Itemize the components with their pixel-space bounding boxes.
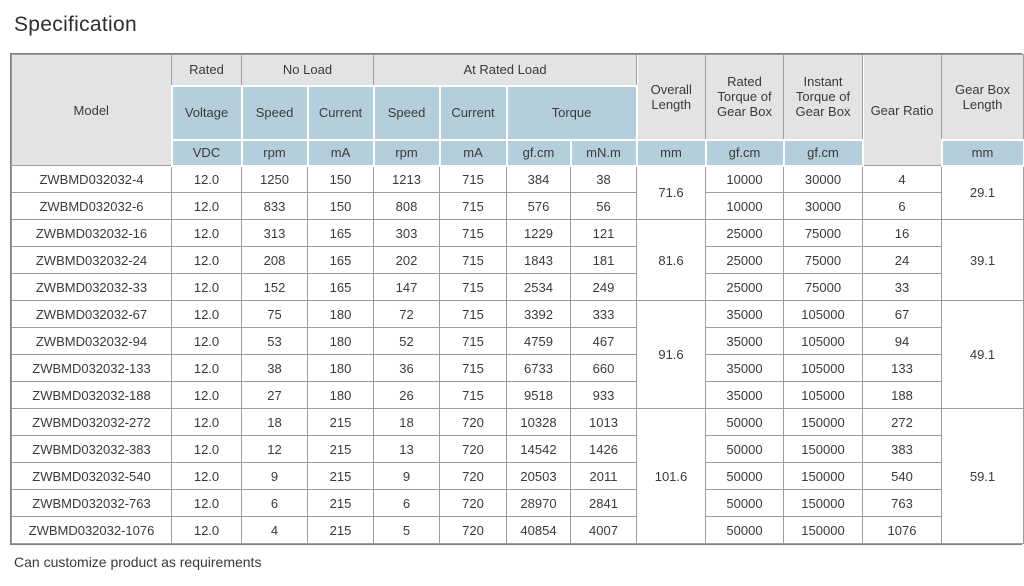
table-row (12, 355, 1024, 382)
header-rated-speed: Speed (374, 86, 440, 140)
cell-gear-ratio: 24 (863, 247, 942, 274)
cell-rated-torque: 25000 (706, 220, 784, 247)
cell-noload-speed: 18 (242, 409, 308, 436)
cell-rated-current: 715 (440, 301, 507, 328)
cell-noload-speed: 152 (242, 274, 308, 301)
cell-voltage: 12.0 (172, 166, 242, 193)
unit-mnm-torque: mN.m (571, 140, 637, 166)
header-rated: Rated (172, 55, 242, 86)
table-row (12, 166, 1024, 193)
cell-instant-torque: 105000 (784, 382, 863, 409)
header-noload-speed: Speed (242, 86, 308, 140)
cell-torque-gfcm: 1229 (507, 220, 571, 247)
cell-rated-current: 720 (440, 463, 507, 490)
header-torque: Torque (507, 86, 637, 140)
cell-model: ZWBMD032032-383 (12, 436, 172, 463)
table-row (12, 328, 1024, 355)
cell-rated-speed: 202 (374, 247, 440, 274)
table-row (12, 463, 1024, 490)
cell-model: ZWBMD032032-67 (12, 301, 172, 328)
header-overall-length: Overall Length (637, 55, 706, 140)
cell-noload-speed: 75 (242, 301, 308, 328)
cell-torque-mnm: 467 (571, 328, 637, 355)
cell-instant-torque: 75000 (784, 220, 863, 247)
cell-rated-current: 720 (440, 517, 507, 544)
cell-voltage: 12.0 (172, 328, 242, 355)
cell-rated-torque: 35000 (706, 355, 784, 382)
cell-torque-gfcm: 1843 (507, 247, 571, 274)
cell-torque-mnm: 660 (571, 355, 637, 382)
cell-noload-speed: 833 (242, 193, 308, 220)
cell-gear-ratio: 383 (863, 436, 942, 463)
cell-torque-gfcm: 384 (507, 166, 571, 193)
table-row (12, 301, 1024, 328)
cell-model: ZWBMD032032-540 (12, 463, 172, 490)
cell-rated-torque: 35000 (706, 328, 784, 355)
header-model: Model (12, 55, 172, 166)
cell-voltage: 12.0 (172, 220, 242, 247)
table-row (12, 436, 1024, 463)
cell-instant-torque: 150000 (784, 436, 863, 463)
cell-noload-current: 180 (308, 301, 374, 328)
cell-rated-current: 715 (440, 328, 507, 355)
cell-rated-torque: 25000 (706, 247, 784, 274)
table-body (12, 166, 1024, 544)
cell-torque-mnm: 181 (571, 247, 637, 274)
cell-voltage: 12.0 (172, 490, 242, 517)
cell-noload-current: 180 (308, 382, 374, 409)
specification-table (11, 54, 1024, 544)
cell-rated-current: 715 (440, 355, 507, 382)
table-row (12, 517, 1024, 544)
header-row-groups (12, 55, 1024, 86)
cell-rated-speed: 1213 (374, 166, 440, 193)
cell-gear-ratio: 16 (863, 220, 942, 247)
unit-rpm-noload: rpm (242, 140, 308, 166)
cell-gear-ratio: 67 (863, 301, 942, 328)
cell-rated-speed: 18 (374, 409, 440, 436)
cell-noload-speed: 4 (242, 517, 308, 544)
cell-torque-mnm: 333 (571, 301, 637, 328)
cell-instant-torque: 150000 (784, 517, 863, 544)
cell-noload-speed: 1250 (242, 166, 308, 193)
cell-rated-current: 715 (440, 220, 507, 247)
cell-gear-ratio: 272 (863, 409, 942, 436)
cell-torque-gfcm: 2534 (507, 274, 571, 301)
cell-noload-current: 165 (308, 220, 374, 247)
cell-noload-current: 150 (308, 166, 374, 193)
cell-voltage: 12.0 (172, 517, 242, 544)
cell-overall-length: 91.6 (637, 301, 706, 409)
cell-rated-torque: 35000 (706, 301, 784, 328)
cell-instant-torque: 150000 (784, 409, 863, 436)
header-gear-ratio: Gear Ratio (863, 55, 942, 166)
cell-model: ZWBMD032032-24 (12, 247, 172, 274)
cell-rated-current: 715 (440, 193, 507, 220)
cell-torque-mnm: 2841 (571, 490, 637, 517)
unit-vdc: VDC (172, 140, 242, 166)
cell-rated-torque: 10000 (706, 193, 784, 220)
cell-noload-current: 215 (308, 463, 374, 490)
cell-overall-length: 101.6 (637, 409, 706, 544)
cell-model: ZWBMD032032-188 (12, 382, 172, 409)
cell-rated-torque: 50000 (706, 409, 784, 436)
cell-torque-gfcm: 28970 (507, 490, 571, 517)
header-no-load: No Load (242, 55, 374, 86)
cell-instant-torque: 30000 (784, 166, 863, 193)
cell-model: ZWBMD032032-33 (12, 274, 172, 301)
header-gear-box-length: Gear Box Length (942, 55, 1024, 140)
cell-noload-speed: 208 (242, 247, 308, 274)
cell-noload-current: 215 (308, 490, 374, 517)
unit-mm-overall: mm (637, 140, 706, 166)
cell-overall-length: 81.6 (637, 220, 706, 301)
cell-rated-torque: 10000 (706, 166, 784, 193)
cell-torque-mnm: 4007 (571, 517, 637, 544)
cell-noload-speed: 313 (242, 220, 308, 247)
cell-model: ZWBMD032032-763 (12, 490, 172, 517)
cell-rated-current: 715 (440, 382, 507, 409)
cell-gear-ratio: 6 (863, 193, 942, 220)
cell-rated-torque: 25000 (706, 274, 784, 301)
cell-rated-current: 715 (440, 247, 507, 274)
cell-gear-ratio: 94 (863, 328, 942, 355)
table-row (12, 409, 1024, 436)
cell-noload-current: 180 (308, 355, 374, 382)
cell-torque-mnm: 2011 (571, 463, 637, 490)
cell-rated-speed: 147 (374, 274, 440, 301)
cell-voltage: 12.0 (172, 409, 242, 436)
cell-rated-speed: 808 (374, 193, 440, 220)
cell-rated-speed: 72 (374, 301, 440, 328)
cell-instant-torque: 75000 (784, 274, 863, 301)
cell-torque-mnm: 933 (571, 382, 637, 409)
table-row (12, 274, 1024, 301)
cell-rated-torque: 50000 (706, 517, 784, 544)
cell-gear-ratio: 188 (863, 382, 942, 409)
cell-rated-speed: 5 (374, 517, 440, 544)
header-noload-current: Current (308, 86, 374, 140)
cell-rated-current: 720 (440, 490, 507, 517)
cell-voltage: 12.0 (172, 247, 242, 274)
cell-gearbox-length: 49.1 (942, 301, 1024, 409)
cell-rated-torque: 35000 (706, 382, 784, 409)
cell-noload-current: 215 (308, 436, 374, 463)
cell-gear-ratio: 4 (863, 166, 942, 193)
cell-noload-current: 165 (308, 247, 374, 274)
page-title: Specification (14, 13, 137, 36)
table-row (12, 490, 1024, 517)
cell-torque-gfcm: 9518 (507, 382, 571, 409)
cell-instant-torque: 105000 (784, 355, 863, 382)
cell-noload-speed: 38 (242, 355, 308, 382)
cell-model: ZWBMD032032-16 (12, 220, 172, 247)
cell-rated-torque: 50000 (706, 490, 784, 517)
cell-noload-speed: 53 (242, 328, 308, 355)
cell-noload-current: 215 (308, 409, 374, 436)
cell-rated-speed: 9 (374, 463, 440, 490)
cell-gear-ratio: 1076 (863, 517, 942, 544)
cell-torque-mnm: 1426 (571, 436, 637, 463)
cell-noload-speed: 9 (242, 463, 308, 490)
cell-noload-current: 150 (308, 193, 374, 220)
cell-rated-speed: 52 (374, 328, 440, 355)
cell-rated-torque: 50000 (706, 436, 784, 463)
cell-rated-torque: 50000 (706, 463, 784, 490)
cell-noload-speed: 12 (242, 436, 308, 463)
header-voltage: Voltage (172, 86, 242, 140)
cell-torque-gfcm: 20503 (507, 463, 571, 490)
cell-model: ZWBMD032032-133 (12, 355, 172, 382)
cell-torque-mnm: 38 (571, 166, 637, 193)
cell-instant-torque: 105000 (784, 328, 863, 355)
table-header (12, 55, 1024, 166)
cell-gear-ratio: 133 (863, 355, 942, 382)
unit-gfcm-rated: gf.cm (706, 140, 784, 166)
cell-torque-gfcm: 10328 (507, 409, 571, 436)
cell-rated-current: 715 (440, 274, 507, 301)
cell-voltage: 12.0 (172, 301, 242, 328)
cell-torque-gfcm: 576 (507, 193, 571, 220)
specification-table-wrapper (10, 53, 1022, 545)
cell-noload-current: 215 (308, 517, 374, 544)
cell-torque-gfcm: 14542 (507, 436, 571, 463)
cell-rated-speed: 303 (374, 220, 440, 247)
cell-instant-torque: 150000 (784, 490, 863, 517)
cell-instant-torque: 150000 (784, 463, 863, 490)
cell-rated-speed: 13 (374, 436, 440, 463)
cell-noload-current: 165 (308, 274, 374, 301)
footer-note: Can customize product as requirements (14, 554, 262, 570)
header-rated-torque-of-gear-box: Rated Torque of Gear Box (706, 55, 784, 140)
cell-torque-mnm: 121 (571, 220, 637, 247)
cell-model: ZWBMD032032-94 (12, 328, 172, 355)
cell-rated-speed: 26 (374, 382, 440, 409)
cell-model: ZWBMD032032-6 (12, 193, 172, 220)
cell-voltage: 12.0 (172, 274, 242, 301)
unit-mm-gearbox: mm (942, 140, 1024, 166)
cell-rated-current: 720 (440, 436, 507, 463)
cell-gear-ratio: 540 (863, 463, 942, 490)
cell-torque-gfcm: 3392 (507, 301, 571, 328)
unit-ma-rated: mA (440, 140, 507, 166)
cell-model: ZWBMD032032-1076 (12, 517, 172, 544)
cell-torque-gfcm: 40854 (507, 517, 571, 544)
unit-gfcm-torque: gf.cm (507, 140, 571, 166)
header-rated-current: Current (440, 86, 507, 140)
cell-voltage: 12.0 (172, 436, 242, 463)
cell-rated-speed: 36 (374, 355, 440, 382)
cell-rated-speed: 6 (374, 490, 440, 517)
cell-rated-current: 720 (440, 409, 507, 436)
cell-instant-torque: 30000 (784, 193, 863, 220)
table-row (12, 193, 1024, 220)
cell-torque-mnm: 1013 (571, 409, 637, 436)
cell-voltage: 12.0 (172, 463, 242, 490)
header-instant-torque-of-gear-box: Instant Torque of Gear Box (784, 55, 863, 140)
cell-torque-mnm: 56 (571, 193, 637, 220)
table-row (12, 220, 1024, 247)
cell-voltage: 12.0 (172, 382, 242, 409)
cell-torque-gfcm: 6733 (507, 355, 571, 382)
cell-instant-torque: 75000 (784, 247, 863, 274)
cell-voltage: 12.0 (172, 193, 242, 220)
unit-rpm-rated: rpm (374, 140, 440, 166)
table-row (12, 382, 1024, 409)
header-at-rated-load: At Rated Load (374, 55, 637, 86)
cell-gear-ratio: 763 (863, 490, 942, 517)
cell-instant-torque: 105000 (784, 301, 863, 328)
cell-gearbox-length: 59.1 (942, 409, 1024, 544)
cell-voltage: 12.0 (172, 355, 242, 382)
cell-torque-mnm: 249 (571, 274, 637, 301)
cell-noload-current: 180 (308, 328, 374, 355)
cell-model: ZWBMD032032-4 (12, 166, 172, 193)
cell-gearbox-length: 39.1 (942, 220, 1024, 301)
cell-gear-ratio: 33 (863, 274, 942, 301)
cell-noload-speed: 6 (242, 490, 308, 517)
cell-model: ZWBMD032032-272 (12, 409, 172, 436)
unit-gfcm-instant: gf.cm (784, 140, 863, 166)
cell-rated-current: 715 (440, 166, 507, 193)
cell-overall-length: 71.6 (637, 166, 706, 220)
cell-gearbox-length: 29.1 (942, 166, 1024, 220)
cell-torque-gfcm: 4759 (507, 328, 571, 355)
cell-noload-speed: 27 (242, 382, 308, 409)
unit-ma-noload: mA (308, 140, 374, 166)
table-row (12, 247, 1024, 274)
